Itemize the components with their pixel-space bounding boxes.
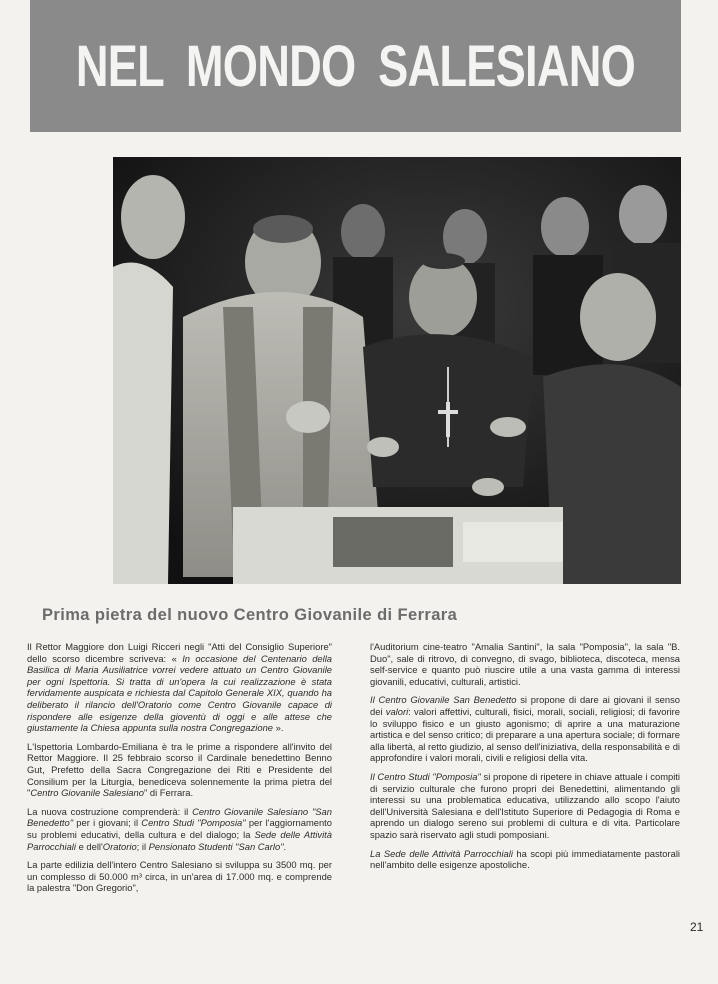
article-paragraph	[370, 771, 680, 841]
body-text: ; il	[136, 840, 149, 852]
body-text: si propone di dare ai giovani il senso dei	[370, 694, 680, 717]
body-text: l'Auditorium cine-teatro "Amalia Santini", la sala "Pomposia", la sala "B. Duo", sale di ritrovo, di convegno, di svago, biblioteca, discoteca, mensa self-service e quanto può riuscire utile a una vasta gamma di interessi giovanili, educativi, culturali, artistici.	[370, 641, 680, 687]
article-paragraph	[370, 694, 680, 764]
article-paragraph	[27, 641, 332, 734]
article-column-left	[27, 641, 332, 901]
article-paragraph	[370, 641, 680, 687]
article-paragraph	[27, 741, 332, 799]
body-text: " di Ferrara.	[143, 787, 194, 799]
section-title: NEL MONDO SALESIANO	[75, 33, 636, 99]
body-text: si propone di ripetere in chiave attuale i compiti di servizio culturale che furono propri dei Benedettini, alimentando gli interessi su una problematica educativa, utilizzando allo scopo l'aiuto dell'Università Salesiana e dell'Istituto Superiore di Pedagogia di Roma e aprendo un dialogo sereno sui problemi di cultura e di vita. Particolare spazio sarà riservato agli studi pomposiani.	[370, 770, 680, 840]
body-text: Il Rettor Maggiore don Luigi Ricceri negli "Atti del Consiglio Superiore" dello scorso dicembre scriveva: «	[27, 641, 332, 664]
body-text: e dell'	[75, 840, 103, 852]
body-text: La parte edilizia dell'intero Centro Salesiano si sviluppa su 3500 mq. per un complesso di 50.000 m³ circa, in un'area di 17.000 mq. e comprende la palestra "Don Gregorio",	[27, 859, 332, 894]
article-headline: Prima pietra del nuovo Centro Giovanile di Ferrara	[42, 606, 458, 624]
body-text: ha scopi più immediatamente pastorali nell'ambito delle esigenze apostoliche.	[370, 847, 681, 871]
body-text: .	[283, 840, 287, 852]
body-text: per i giovani; il	[73, 817, 142, 829]
body-text: ».	[273, 722, 284, 734]
body-text: : valori affettivi, culturali, fisici, morali, sociali, religiosi; di favorire lo sviluppo fisico e un giusto agonismo; di aprire a una maturazione artistica e del senso critico; di preparare a una apertura sociale; di formare alla libertà, al retto giudizio, al senso dell'iniziativa, della responsabilità e di approfondire i valori morali, civili e religiosi della vita.	[370, 705, 680, 764]
italic-text: Centro Studi "Pomposia"	[141, 817, 246, 829]
italic-text: Centro Giovanile Salesiano	[30, 787, 144, 799]
italic-text: Pensionato Studenti "San Carlo"	[148, 840, 284, 852]
article-column-right	[370, 641, 680, 878]
italic-text: Centro Giovanile Salesiano "San Benedetto"	[27, 805, 332, 829]
article-paragraph	[27, 859, 332, 894]
body-text: L'Ispettoria Lombardo-Emiliana è tra le prime a rispondere all'invito del Rettor Maggiore. Il 25 febbraio scorso il Cardinale benedettino Benno Gut, Prefetto della Sacra Congregazione dei Riti e Presidente del Consilium per la Liturgia, benediceva solennemente la prima pietra del "	[27, 740, 332, 799]
body-text: per l'aggiornamento su problemi educativi, della cultura e del dialogo; la	[27, 817, 332, 840]
section-banner	[30, 0, 681, 132]
italic-text: Sede delle Attività Parrocchiali	[27, 828, 332, 852]
italic-text: In occasione del Centenario della Basilica di Maria Ausiliatrice vorrei vedere attuato un Centro Giovanile per ogni Ispettoria. Si tratta di un'opera la cui realizzazione è stata fervidamente auspicata e richiesta dal Capitolo Generale XIX, quando ha deliberato il rilancio dell'Oratorio come Centro Giovanile capace di rispondere alle esigenze della gioventù di oggi e alle attese che giustamente la Chiesa appunta sulla nostra Congregazione	[27, 652, 333, 734]
article-paragraph	[27, 806, 332, 852]
article-paragraph	[370, 848, 680, 871]
body-text: La nuova costruzione comprenderà: il	[27, 805, 193, 817]
italic-text: Il Centro Studi "Pomposia"	[370, 770, 481, 782]
italic-text: valori	[385, 705, 409, 717]
page-number: 21	[690, 920, 704, 934]
italic-text: Il Centro Giovanile San Benedetto	[370, 694, 517, 706]
ceremony-photo	[113, 157, 681, 584]
italic-text: Oratorio	[102, 840, 137, 852]
italic-text: La Sede delle Attività Parrocchiali	[370, 847, 513, 859]
